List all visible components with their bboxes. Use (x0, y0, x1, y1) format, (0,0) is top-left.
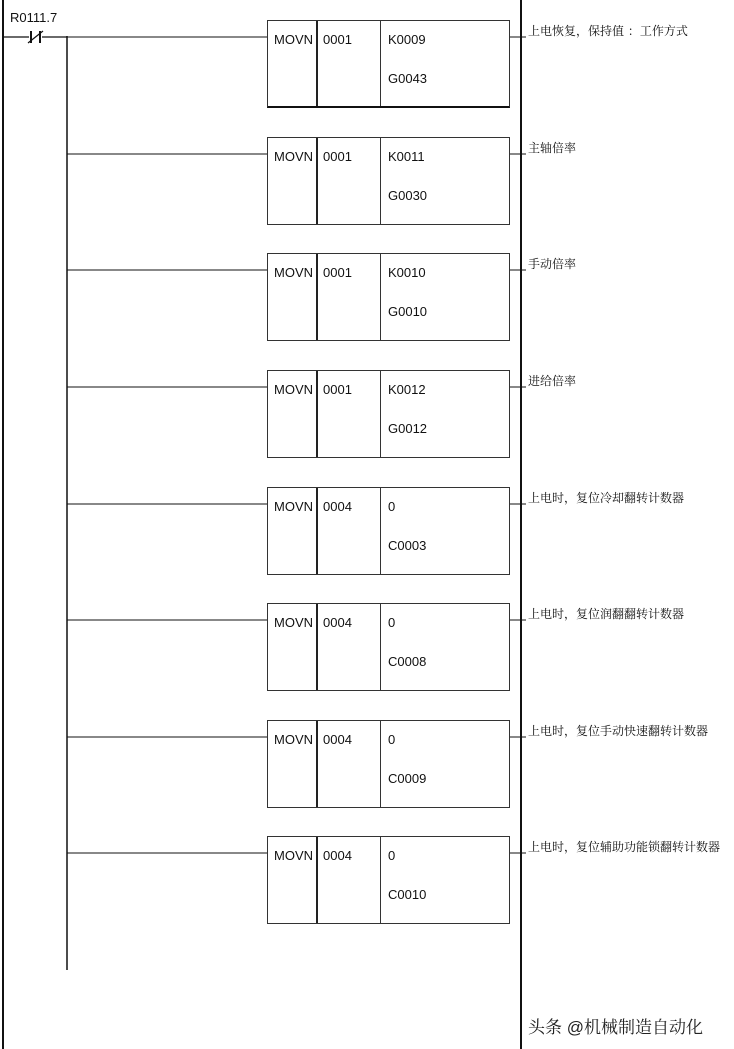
block-divider (316, 721, 318, 807)
block-count: 0001 (323, 382, 352, 397)
block-count: 0004 (323, 732, 352, 747)
rung-comment: 上电时，复位手动快速翻转计数器 (528, 724, 709, 738)
block-dest: C0003 (388, 538, 427, 553)
block-count: 0001 (323, 265, 352, 280)
block-divider (316, 837, 318, 923)
block-divider (316, 604, 318, 690)
block-divider (380, 138, 381, 224)
block-divider (316, 488, 318, 574)
block-divider (316, 371, 318, 457)
block-dest: C0008 (388, 654, 427, 669)
rung-comment: 上电时，复位冷却翻转计数器 (528, 491, 685, 505)
block-divider (316, 254, 318, 340)
block-divider (380, 837, 381, 923)
block-divider (380, 604, 381, 690)
block-instruction: MOVN (274, 499, 313, 514)
block-divider (316, 21, 318, 106)
watermark: 头条 @机械制造自动化 (528, 1018, 703, 1037)
block-source: 0 (388, 615, 396, 630)
rung-comment: 进给倍率 (528, 374, 577, 388)
block-dest: C0010 (388, 887, 427, 902)
nc-contact (3, 31, 67, 43)
block-instruction: MOVN (274, 32, 313, 47)
rung-comment: 上电时，复位润翻翻转计数器 (528, 607, 685, 621)
block-dest: G0030 (388, 188, 428, 203)
function-block-movn (267, 253, 510, 341)
block-source: K0009 (388, 32, 426, 47)
block-dest: C0009 (388, 771, 427, 786)
block-dest: G0010 (388, 304, 428, 319)
block-divider (316, 138, 318, 224)
block-instruction: MOVN (274, 265, 313, 280)
rung-comment: 手动倍率 (528, 257, 577, 271)
contact-address: R0111.7 (10, 10, 58, 25)
block-count: 0004 (323, 615, 352, 630)
block-divider (380, 371, 381, 457)
function-block-movn (267, 370, 510, 458)
function-block-movn (267, 20, 510, 108)
block-divider (380, 254, 381, 340)
block-instruction: MOVN (274, 382, 313, 397)
block-divider (380, 21, 381, 106)
block-count: 0004 (323, 499, 352, 514)
block-source: K0011 (388, 149, 425, 164)
block-instruction: MOVN (274, 848, 313, 863)
block-instruction: MOVN (274, 732, 313, 747)
function-block-movn (267, 603, 510, 691)
block-count: 0001 (323, 32, 352, 47)
rung-comment: 主轴倍率 (528, 141, 577, 155)
function-block-movn (267, 836, 510, 924)
block-source: K0010 (388, 265, 426, 280)
block-source: 0 (388, 499, 396, 514)
block-source: 0 (388, 848, 396, 863)
block-source: 0 (388, 732, 396, 747)
function-block-movn (267, 720, 510, 808)
block-dest: G0043 (388, 71, 428, 86)
block-dest: G0012 (388, 421, 428, 436)
function-block-movn (267, 487, 510, 575)
rung-comment: 上电恢复，保持值 ：工作方式 (528, 24, 688, 38)
block-instruction: MOVN (274, 149, 313, 164)
block-source: K0012 (388, 382, 426, 397)
function-block-movn (267, 137, 510, 225)
block-count: 0001 (323, 149, 352, 164)
block-divider (380, 721, 381, 807)
block-divider (380, 488, 381, 574)
rung-comment: 上电时，复位辅助功能锁翻转计数器 (528, 840, 721, 854)
block-instruction: MOVN (274, 615, 313, 630)
block-count: 0004 (323, 848, 352, 863)
